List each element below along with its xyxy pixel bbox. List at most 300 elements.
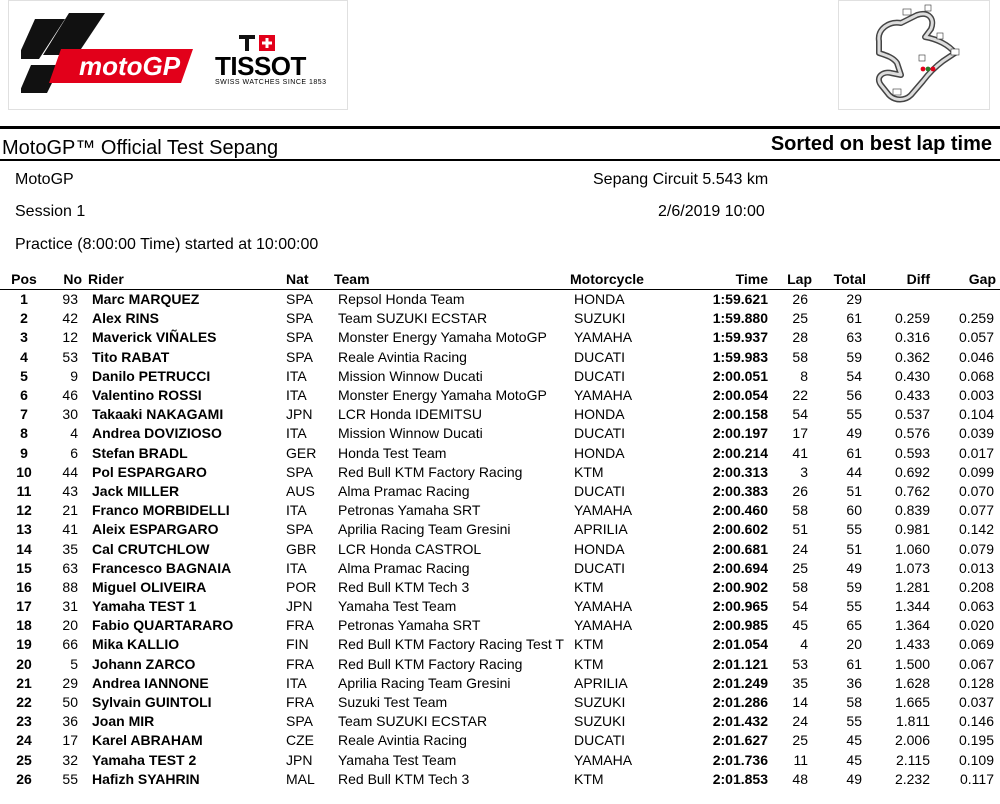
best-lap-number: 22: [792, 387, 808, 404]
rider-nationality: JPN: [286, 598, 313, 615]
gap-to-previous: 0.057: [958, 329, 994, 346]
rider-name: Mika KALLIO: [92, 636, 180, 653]
total-laps: 36: [846, 674, 862, 691]
rider-number: 93: [62, 291, 78, 308]
best-lap-number: 48: [792, 770, 808, 787]
rider-nationality: SPA: [286, 348, 313, 365]
table-row: [0, 559, 1000, 578]
best-lap-time: 2:00.985: [712, 617, 768, 634]
table-row: [0, 655, 1000, 674]
rider-position: 5: [20, 367, 28, 384]
table-row: [0, 501, 1000, 520]
team-name: Red Bull KTM Factory Racing Test T: [338, 636, 564, 653]
rider-name: Stefan BRADL: [92, 444, 188, 461]
total-laps: 61: [846, 655, 862, 672]
rider-nationality: ITA: [286, 674, 307, 691]
rider-nationality: SPA: [286, 713, 313, 730]
best-lap-number: 26: [792, 482, 808, 499]
gap-to-previous: 0.146: [958, 713, 994, 730]
title-top-rule: [0, 126, 1000, 129]
rider-name: Miguel OLIVEIRA: [92, 578, 207, 595]
motorcycle-make: HONDA: [574, 291, 625, 308]
session-datetime: 2/6/2019 10:00: [658, 203, 765, 220]
best-lap-number: 35: [792, 674, 808, 691]
table-row: [0, 616, 1000, 635]
rider-name: Johann ZARCO: [92, 655, 196, 672]
rider-position: 7: [20, 406, 28, 423]
best-lap-time: 2:00.602: [712, 521, 768, 538]
table-row: [0, 444, 1000, 463]
diff-to-leader: 1.060: [894, 540, 930, 557]
rider-nationality: GBR: [286, 540, 317, 557]
rider-number: 41: [62, 521, 78, 538]
table-row: [0, 482, 1000, 501]
rider-number: 44: [62, 463, 78, 480]
table-row: [0, 309, 1000, 328]
sponsor-logo-panel: [8, 0, 348, 110]
rider-name: Danilo PETRUCCI: [92, 367, 211, 384]
rider-position: 8: [20, 425, 28, 442]
motorcycle-make: DUCATI: [574, 732, 626, 749]
table-row: [0, 520, 1000, 539]
rider-name: Valentino ROSSI: [92, 387, 202, 404]
rider-number: 31: [62, 598, 78, 615]
rider-nationality: SPA: [286, 310, 313, 327]
rider-nationality: FRA: [286, 655, 314, 672]
rider-nationality: SPA: [286, 463, 313, 480]
rider-number: 63: [62, 559, 78, 576]
motorcycle-make: SUZUKI: [574, 694, 626, 711]
total-laps: 61: [846, 310, 862, 327]
gap-to-previous: 0.070: [958, 482, 994, 499]
motorcycle-make: APRILIA: [574, 521, 628, 538]
table-row: [0, 539, 1000, 558]
rider-position: 16: [16, 578, 32, 595]
motorcycle-make: APRILIA: [574, 674, 628, 691]
rider-number: 9: [70, 367, 78, 384]
rider-position: 14: [16, 540, 32, 557]
motorcycle-make: YAMAHA: [574, 617, 633, 634]
rider-position: 24: [16, 732, 32, 749]
rider-name: Andrea DOVIZIOSO: [92, 425, 222, 442]
rider-name: Sylvain GUINTOLI: [92, 694, 212, 711]
best-lap-number: 24: [792, 713, 808, 730]
gap-to-previous: 0.020: [958, 617, 994, 634]
motorcycle-make: SUZUKI: [574, 310, 626, 327]
gap-to-previous: 0.063: [958, 598, 994, 615]
circuit-label: Sepang Circuit 5.543 km: [593, 171, 769, 188]
table-row: [0, 635, 1000, 654]
gap-to-previous: 0.067: [958, 655, 994, 672]
rider-number: 46: [62, 387, 78, 404]
team-name: Petronas Yamaha SRT: [338, 617, 481, 634]
team-name: LCR Honda CASTROL: [338, 540, 482, 557]
motorcycle-make: KTM: [574, 463, 604, 480]
best-lap-time: 2:00.383: [712, 482, 768, 499]
team-name: Monster Energy Yamaha MotoGP: [338, 387, 547, 404]
diff-to-leader: 0.362: [894, 348, 930, 365]
table-row: [0, 405, 1000, 424]
rider-name: Pol ESPARGARO: [92, 463, 207, 480]
table-row: [0, 731, 1000, 750]
rider-position: 9: [20, 444, 28, 461]
rider-name: Francesco BAGNAIA: [92, 559, 232, 576]
table-row: [0, 348, 1000, 367]
best-lap-time: 2:01.432: [712, 713, 768, 730]
best-lap-number: 54: [792, 598, 808, 615]
best-lap-time: 2:01.627: [712, 732, 768, 749]
best-lap-time: 2:00.054: [712, 387, 768, 404]
rider-position: 22: [16, 694, 32, 711]
best-lap-time: 2:00.460: [712, 502, 768, 519]
table-header-row: [0, 270, 1000, 290]
total-laps: 45: [846, 751, 862, 768]
rider-nationality: ITA: [286, 367, 307, 384]
diff-to-leader: 0.430: [894, 367, 930, 384]
rider-name: Franco MORBIDELLI: [92, 502, 230, 519]
rider-number: 43: [62, 482, 78, 499]
diff-to-leader: 1.628: [894, 674, 930, 691]
rider-position: 20: [16, 655, 32, 672]
rider-number: 66: [62, 636, 78, 653]
gap-to-previous: 0.046: [958, 348, 994, 365]
rider-position: 4: [20, 348, 28, 365]
team-name: Red Bull KTM Tech 3: [338, 578, 470, 595]
team-name: Mission Winnow Ducati: [338, 367, 483, 384]
motorcycle-make: KTM: [574, 770, 604, 787]
table-row: [0, 386, 1000, 405]
total-laps: 55: [846, 521, 862, 538]
rider-name: Aleix ESPARGARO: [92, 521, 219, 538]
rider-position: 6: [20, 387, 28, 404]
sponsor-name: TISSOT: [215, 51, 306, 81]
best-lap-time: 2:00.313: [712, 463, 768, 480]
rider-number: 35: [62, 540, 78, 557]
total-laps: 55: [846, 713, 862, 730]
motorcycle-make: YAMAHA: [574, 502, 633, 519]
rider-nationality: CZE: [286, 732, 314, 749]
diff-to-leader: 2.006: [894, 732, 930, 749]
table-row: [0, 578, 1000, 597]
best-lap-number: 25: [792, 559, 808, 576]
table-row: [0, 770, 1000, 789]
rider-position: 18: [16, 617, 32, 634]
diff-to-leader: 1.073: [894, 559, 930, 576]
gap-to-previous: 0.017: [958, 444, 994, 461]
rider-position: 2: [20, 310, 28, 327]
diff-to-leader: 0.576: [894, 425, 930, 442]
rider-position: 19: [16, 636, 32, 653]
best-lap-number: 28: [792, 329, 808, 346]
rider-nationality: SPA: [286, 329, 313, 346]
motorcycle-make: SUZUKI: [574, 713, 626, 730]
gap-to-previous: 0.128: [958, 674, 994, 691]
best-lap-time: 2:01.249: [712, 674, 768, 691]
motogp-logo: [21, 9, 196, 101]
diff-to-leader: 0.433: [894, 387, 930, 404]
motorcycle-make: YAMAHA: [574, 751, 633, 768]
total-laps: 55: [846, 598, 862, 615]
motorcycle-make: HONDA: [574, 406, 625, 423]
circuit-layout-icon: [839, 1, 989, 109]
table-row: [0, 290, 1000, 310]
motorcycle-make: DUCATI: [574, 367, 626, 384]
best-lap-number: 17: [792, 425, 808, 442]
rider-name: Cal CRUTCHLOW: [92, 540, 210, 557]
best-lap-number: 8: [800, 367, 808, 384]
rider-nationality: ITA: [286, 559, 307, 576]
motorcycle-make: YAMAHA: [574, 387, 633, 404]
gap-to-previous: 0.013: [958, 559, 994, 576]
rider-name: Yamaha TEST 2: [92, 751, 197, 768]
rider-number: 5: [70, 655, 78, 672]
rider-position: 1: [20, 291, 28, 308]
col-header-no: No: [48, 270, 88, 290]
page-title: MotoGP™ Official Test Sepang: [2, 137, 279, 159]
rider-number: 36: [62, 713, 78, 730]
best-lap-time: 2:00.694: [712, 559, 768, 576]
best-lap-number: 24: [792, 540, 808, 557]
diff-to-leader: 1.281: [894, 578, 930, 595]
best-lap-number: 25: [792, 310, 808, 327]
rider-name: Maverick VIÑALES: [92, 329, 217, 346]
gap-to-previous: 0.208: [958, 578, 994, 595]
table-row: [0, 712, 1000, 731]
rider-nationality: MAL: [286, 770, 315, 787]
best-lap-time: 1:59.983: [712, 348, 768, 365]
best-lap-time: 2:00.965: [712, 598, 768, 615]
rider-name: Takaaki NAKAGAMI: [92, 406, 224, 423]
team-name: Yamaha Test Team: [338, 751, 457, 768]
team-name: Yamaha Test Team: [338, 598, 457, 615]
total-laps: 49: [846, 559, 862, 576]
table-row: [0, 328, 1000, 347]
rider-number: 50: [62, 694, 78, 711]
team-name: LCR Honda IDEMITSU: [338, 406, 482, 423]
rider-position: 23: [16, 713, 32, 730]
total-laps: 55: [846, 406, 862, 423]
motorcycle-make: KTM: [574, 578, 604, 595]
gap-to-previous: 0.195: [958, 732, 994, 749]
col-header-lap: Lap: [770, 270, 814, 290]
best-lap-number: 14: [792, 694, 808, 711]
best-lap-time: 1:59.937: [712, 329, 768, 346]
total-laps: 65: [846, 617, 862, 634]
rider-nationality: SPA: [286, 291, 313, 308]
best-lap-time: 2:01.054: [712, 636, 768, 653]
rider-nationality: JPN: [286, 406, 313, 423]
motorcycle-make: YAMAHA: [574, 329, 633, 346]
table-row: [0, 674, 1000, 693]
gap-to-previous: 0.117: [960, 770, 994, 787]
total-laps: 29: [846, 291, 862, 308]
gap-to-previous: 0.003: [958, 387, 994, 404]
rider-position: 3: [20, 329, 28, 346]
rider-number: 20: [62, 617, 78, 634]
motorcycle-make: DUCATI: [574, 425, 626, 442]
col-header-total: Total: [814, 270, 880, 290]
class-label: MotoGP: [15, 171, 74, 188]
gap-to-previous: 0.142: [958, 521, 994, 538]
col-header-nat: Nat: [284, 270, 332, 290]
col-header-time: Time: [680, 270, 770, 290]
motorcycle-make: DUCATI: [574, 482, 626, 499]
rider-nationality: FRA: [286, 694, 314, 711]
team-name: Red Bull KTM Tech 3: [338, 770, 470, 787]
best-lap-time: 2:00.214: [712, 444, 768, 461]
rider-name: Fabio QUARTARARO: [92, 617, 234, 634]
rider-nationality: FIN: [286, 636, 309, 653]
best-lap-number: 4: [800, 636, 808, 653]
sponsor-tagline: SWISS WATCHES SINCE 1853: [215, 79, 327, 86]
total-laps: 63: [846, 329, 862, 346]
best-lap-number: 41: [792, 444, 808, 461]
team-name: Alma Pramac Racing: [338, 482, 470, 499]
best-lap-number: 58: [792, 502, 808, 519]
gap-to-previous: 0.077: [958, 502, 994, 519]
rider-name: Tito RABAT: [92, 348, 170, 365]
rider-number: 30: [62, 406, 78, 423]
rider-number: 4: [70, 425, 78, 442]
col-header-gap: Gap: [944, 270, 1000, 290]
rider-nationality: ITA: [286, 387, 307, 404]
session-label: Session 1: [15, 203, 86, 220]
diff-to-leader: 1.344: [894, 598, 930, 615]
rider-position: 26: [16, 770, 32, 787]
rider-nationality: GER: [286, 444, 317, 461]
total-laps: 61: [846, 444, 862, 461]
total-laps: 60: [846, 502, 862, 519]
best-lap-time: 2:00.197: [712, 425, 768, 442]
track-map: [838, 0, 990, 110]
best-lap-number: 58: [792, 348, 808, 365]
rider-number: 6: [70, 444, 78, 461]
total-laps: 54: [846, 367, 862, 384]
diff-to-leader: 1.665: [894, 694, 930, 711]
total-laps: 56: [846, 387, 862, 404]
title-bottom-rule: [0, 159, 1000, 161]
rider-position: 11: [16, 482, 32, 499]
results-table: [0, 270, 1000, 789]
diff-to-leader: 0.839: [894, 502, 930, 519]
gap-to-previous: 0.109: [958, 751, 994, 768]
sort-label: Sorted on best lap time: [770, 133, 992, 155]
rider-nationality: AUS: [286, 482, 315, 499]
best-lap-number: 25: [792, 732, 808, 749]
best-lap-number: 11: [793, 751, 808, 768]
gap-to-previous: 0.069: [958, 636, 994, 653]
rider-nationality: POR: [286, 578, 317, 595]
best-lap-time: 1:59.621: [712, 291, 768, 308]
motorcycle-make: DUCATI: [574, 559, 626, 576]
rider-position: 10: [16, 463, 32, 480]
best-lap-number: 45: [792, 617, 808, 634]
best-lap-time: 2:00.158: [712, 406, 768, 423]
team-name: Team SUZUKI ECSTAR: [338, 713, 488, 730]
diff-to-leader: 2.232: [894, 770, 930, 787]
rider-name: Alex RINS: [92, 310, 159, 327]
gap-to-previous: 0.039: [958, 425, 994, 442]
best-lap-time: 2:00.902: [712, 578, 768, 595]
gap-to-previous: 0.068: [958, 367, 994, 384]
total-laps: 59: [846, 578, 862, 595]
best-lap-time: 2:01.853: [712, 770, 768, 787]
table-row: [0, 424, 1000, 443]
rider-number: 29: [62, 674, 78, 691]
rider-position: 12: [16, 502, 32, 519]
col-header-pos: Pos: [0, 270, 48, 290]
motorcycle-make: KTM: [574, 636, 604, 653]
total-laps: 51: [846, 540, 862, 557]
team-name: Suzuki Test Team: [338, 694, 448, 711]
rider-nationality: SPA: [286, 521, 313, 538]
diff-to-leader: 2.115: [896, 751, 930, 768]
best-lap-time: 1:59.880: [712, 310, 768, 327]
rider-nationality: FRA: [286, 617, 314, 634]
motogp-logo-text: motoGP: [79, 51, 181, 81]
best-lap-number: 54: [792, 406, 808, 423]
rider-number: 17: [62, 732, 78, 749]
diff-to-leader: 0.593: [894, 444, 930, 461]
rider-position: 21: [16, 674, 32, 691]
team-name: Red Bull KTM Factory Racing: [338, 655, 523, 672]
rider-number: 88: [62, 578, 78, 595]
best-lap-time: 2:01.736: [712, 751, 768, 768]
team-name: Monster Energy Yamaha MotoGP: [338, 329, 547, 346]
diff-to-leader: [880, 290, 944, 310]
rider-position: 17: [16, 598, 32, 615]
best-lap-time: 2:01.286: [712, 694, 768, 711]
team-name: Aprilia Racing Team Gresini: [338, 674, 511, 691]
table-row: [0, 751, 1000, 770]
gap-to-previous: 0.104: [958, 406, 994, 423]
diff-to-leader: 0.537: [894, 406, 930, 423]
team-name: Red Bull KTM Factory Racing: [338, 463, 523, 480]
table-row: [0, 463, 1000, 482]
team-name: Alma Pramac Racing: [338, 559, 470, 576]
rider-nationality: ITA: [286, 502, 307, 519]
motorcycle-make: HONDA: [574, 540, 625, 557]
rider-name: Karel ABRAHAM: [92, 732, 203, 749]
rider-number: 12: [62, 329, 78, 346]
rider-position: 15: [16, 559, 32, 576]
team-name: Honda Test Team: [338, 444, 447, 461]
table-row: [0, 597, 1000, 616]
team-name: Reale Avintia Racing: [338, 732, 467, 749]
total-laps: 49: [846, 770, 862, 787]
gap-to-previous: 0.079: [958, 540, 994, 557]
team-name: Aprilia Racing Team Gresini: [338, 521, 511, 538]
best-lap-number: 53: [792, 655, 808, 672]
rider-number: 55: [62, 770, 78, 787]
rider-nationality: ITA: [286, 425, 307, 442]
rider-number: 42: [62, 310, 78, 327]
total-laps: 20: [846, 636, 862, 653]
best-lap-number: 58: [792, 578, 808, 595]
team-name: Team SUZUKI ECSTAR: [338, 310, 488, 327]
rider-nationality: JPN: [286, 751, 313, 768]
total-laps: 59: [846, 348, 862, 365]
best-lap-time: 2:00.681: [712, 540, 768, 557]
rider-name: Andrea IANNONE: [92, 674, 209, 691]
total-laps: 51: [846, 482, 862, 499]
team-name: Reale Avintia Racing: [338, 348, 467, 365]
total-laps: 44: [846, 463, 862, 480]
team-name: Mission Winnow Ducati: [338, 425, 483, 442]
rider-number: 53: [62, 348, 78, 365]
rider-name: Hafizh SYAHRIN: [92, 770, 200, 787]
best-lap-time: 2:00.051: [712, 367, 768, 384]
